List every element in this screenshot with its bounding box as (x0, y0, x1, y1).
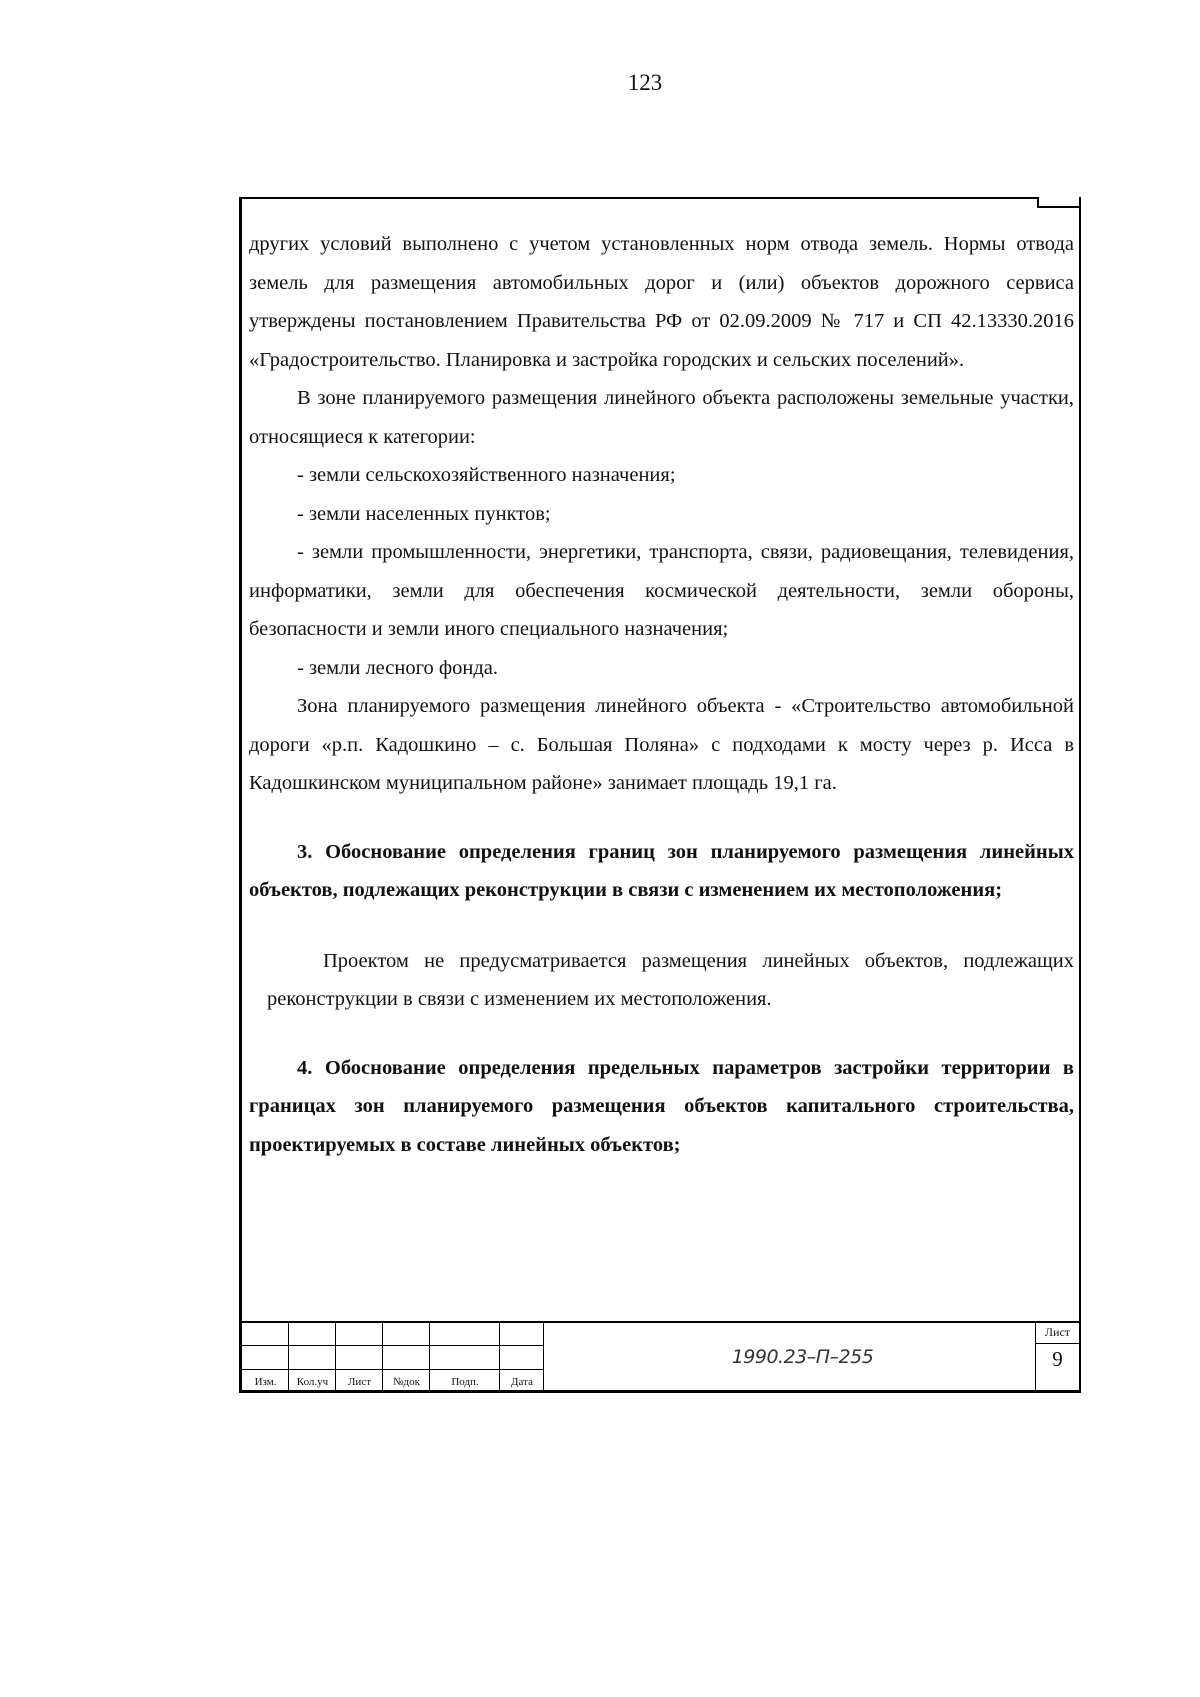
list-item: - земли промышленности, энергетики, транспорта, связи, радиовещания, телевидения, информатики, земли для обеспечения космической деятельности, земли обороны, безопасности и земли иного специального назначения; (249, 541, 1074, 640)
section-heading-4: 4. Обоснование определения предельных параметров застройки территории в границах зон планируемого размещения объектов капитального строительства, проектируемых в составе линейных объектов; (249, 1056, 1074, 1156)
document-frame (239, 197, 1081, 1393)
list-item: - земли населенных пунктов; (297, 502, 551, 525)
stamp-label-signature: Подп. (451, 1376, 479, 1388)
page-number: 123 (627, 70, 663, 95)
stamp-grid (242, 1323, 544, 1390)
frame-corner-tab (1037, 197, 1081, 208)
list-item: - земли сельскохозяйственного назначения; (297, 464, 676, 486)
section-heading-3: 3. Обоснование определения границ зон планируемого размещения линейных объектов, подлежащих реконструкции в связи с изменением их местоположения; (249, 840, 1074, 901)
list-item: - земли лесного фонда. (297, 656, 499, 679)
stamp-label-change: Изм. (254, 1376, 277, 1388)
sheet-box (1035, 1323, 1079, 1390)
paragraph: Зона планируемого размещения линейного объекта - «Строительство автомобильной дороги «р.п. Кадошкино – с. Большая Поляна» с подходами к мосту через р. Исса в Кадошкинском муниципальном районе» занимает площадь 19,1 га. (249, 695, 1074, 794)
title-block (242, 1321, 1079, 1390)
stamp-label-sheet: Лист (347, 1376, 372, 1388)
paragraph: Проектом не предусматривается размещения линейных объектов, подлежащих реконструкции в связи с изменением их местоположения. (267, 949, 1074, 1010)
paragraph: других условий выполнено с учетом установленных норм отвода земель. Нормы отвода земель для размещения автомобильных дорог и (или) объектов дорожного сервиса утверждены постановлением Правительства РФ от 02.09.2009 № 717 и СП 42.13330.2016 «Градостроительство. Планировка и застройка городских и сельских поселений». (249, 233, 1074, 371)
stamp-label-date: Дата (511, 1376, 533, 1388)
document-body (249, 225, 1074, 1164)
stamp-label-count: Кол.уч (296, 1376, 329, 1388)
stamp-label-docnum: №док (393, 1376, 420, 1388)
sheet-label: Лист (1044, 1325, 1071, 1339)
paragraph: В зоне планируемого размещения линейного объекта расположены земельные участки, относящиеся к категории: (249, 387, 1074, 448)
document-code: 1990.23–П–255 (731, 1345, 874, 1368)
sheet-number: 9 (1052, 1347, 1063, 1371)
